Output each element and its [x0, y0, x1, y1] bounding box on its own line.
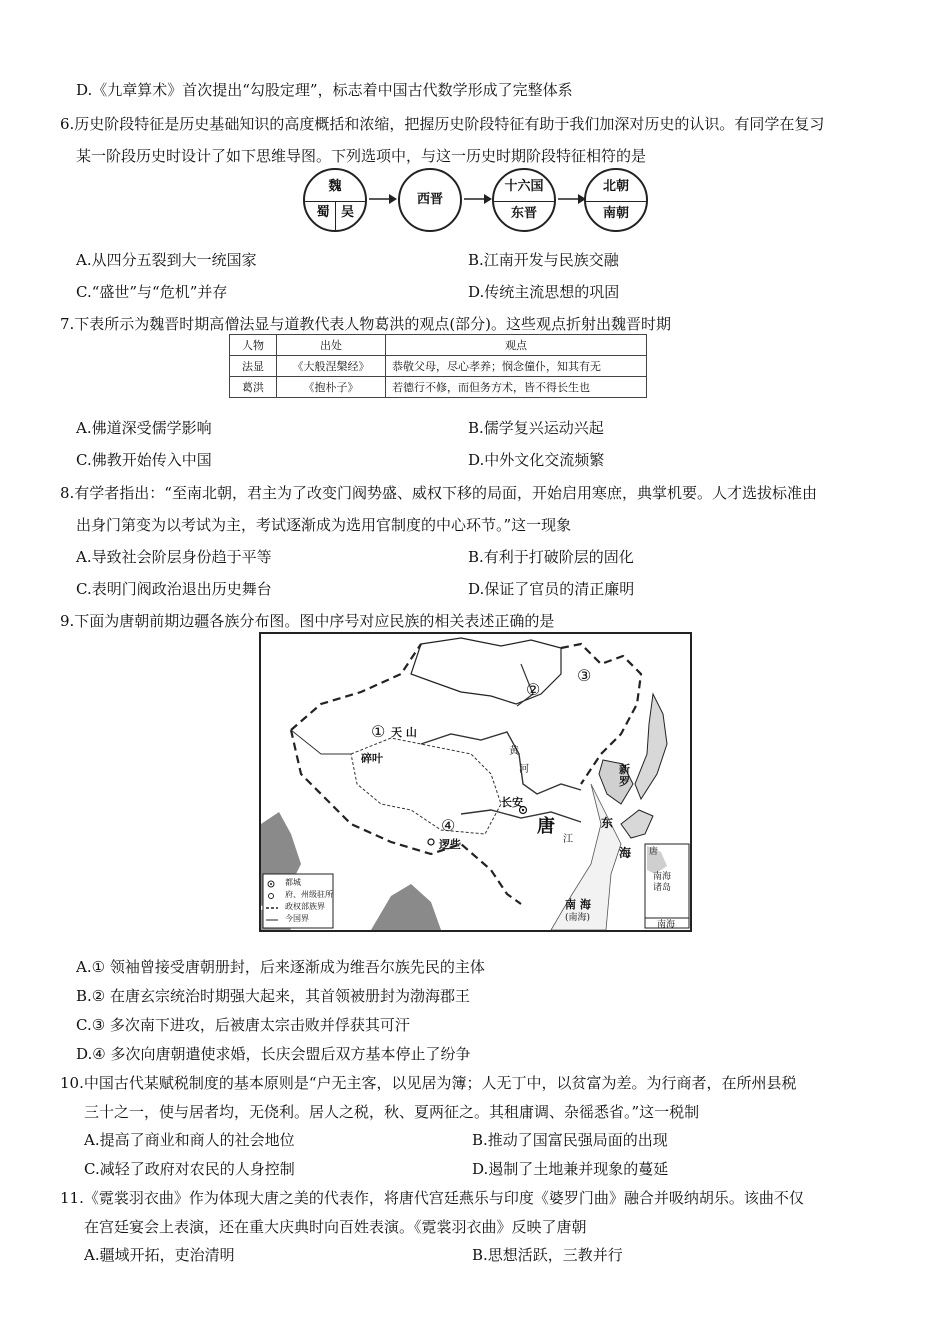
- table-row: [230, 356, 647, 377]
- q7-option-d: D.中外文化交流频繁: [468, 451, 605, 469]
- table-header: 观点: [386, 335, 647, 356]
- table-cell: 葛洪: [230, 377, 277, 398]
- node-dongjin-label: 东晋: [510, 206, 537, 221]
- q10-stem-line1: 10.中国古代某赋税制度的基本原则是“户无主客，以见居为簿；人无丁中，以贫富为差。为行商者，在所州县税: [60, 1074, 797, 1092]
- q6-option-c: C.“盛世”与“危机”并存: [76, 283, 228, 301]
- mindmap-node-16guo: [492, 168, 556, 232]
- q10-option-b: B.推动了国富民强局面的出现: [472, 1131, 668, 1149]
- map-label-he: 河: [519, 764, 529, 775]
- mindmap-arrow-1: [369, 192, 397, 206]
- node-wei-label: 魏: [305, 170, 365, 202]
- mindmap-arrow-3: [558, 192, 586, 206]
- node-xijin-label: 西晋: [416, 192, 443, 207]
- table-cell: 恭敬父母，尽心孝养；悯念僮仆，知其有无: [386, 356, 647, 377]
- mindmap-node-xijin: [398, 168, 462, 232]
- q8-option-c: C.表明门阀政治退出历史舞台: [76, 580, 272, 598]
- q10-option-a: A.提高了商业和商人的社会地位: [84, 1131, 295, 1149]
- q10-option-d: D.遏制了土地兼并现象的蔓延: [472, 1160, 669, 1178]
- legend-prefecture: 府、州级驻所: [285, 890, 333, 899]
- node-beichao-label: 北朝: [586, 170, 646, 202]
- q7-stem: 7.下表所示为魏晋时期高僧法显与道教代表人物葛洪的观点(部分)。这些观点折射出魏晋时期: [60, 315, 672, 333]
- table-cell: 法显: [230, 356, 277, 377]
- q9-option-d: D.④ 多次向唐朝遣使求婚，长庆会盟后双方基本停止了纷争: [76, 1045, 471, 1063]
- inset-label-tang: 唐: [649, 847, 659, 857]
- map-label-dong: 东: [601, 816, 614, 830]
- mindmap-arrow-2: [464, 192, 492, 206]
- inset-label-nanhai: 南海: [657, 920, 676, 930]
- q8-stem-line2: 出身门第变为以考试为主，考试逐渐成为选用官制度的中心环节。”这一现象: [76, 516, 572, 534]
- q9-option-c: C.③ 多次南下进攻，后被唐太宗击败并俘获其可汗: [76, 1016, 410, 1034]
- q7-option-b: B.儒学复兴运动兴起: [468, 419, 604, 437]
- legend-modern-border: 今国界: [285, 914, 309, 923]
- q9-option-a: A.① 领袖曾接受唐朝册封，后来逐渐成为维吾尔族先民的主体: [76, 958, 485, 976]
- map-label-suiye: 碎叶: [361, 752, 383, 765]
- map-marker-1: ①: [371, 722, 386, 741]
- inset-label-islands: 南海诸岛: [653, 872, 672, 893]
- map-label-nanhai-sub: (南海): [565, 913, 591, 923]
- q9-tang-border-map: [259, 632, 692, 932]
- map-marker-4: ④: [441, 816, 456, 835]
- table-header: 出处: [277, 335, 386, 356]
- map-marker-2: ②: [526, 680, 541, 699]
- q8-stem-line1: 8.有学者指出：“至南北朝，君主为了改变门阀势盛、威权下移的局面，开始启用寒庶，典掌机要。人才选拔标准由: [60, 484, 817, 502]
- legend-capital: 都城: [285, 878, 301, 887]
- q11-stem-line1: 11.《霓裳羽衣曲》作为体现大唐之美的代表作，将唐代宫廷燕乐与印度《婆罗门曲》融合并吸纳胡乐。该曲不仅: [60, 1189, 804, 1207]
- legend-regime-border: 政权部族界: [285, 902, 325, 911]
- q5-option-d: D.《九章算术》首次提出“勾股定理”，标志着中国古代数学形成了完整体系: [76, 81, 573, 99]
- q6-option-b: B.江南开发与民族交融: [468, 251, 619, 269]
- q10-option-c: C.减轻了政府对农民的人身控制: [84, 1160, 295, 1178]
- q11-option-b: B.思想活跃，三教并行: [472, 1246, 623, 1264]
- map-label-nanhai: 南 海: [565, 898, 591, 911]
- q7-table: [229, 334, 647, 398]
- table-cell: 《抱朴子》: [277, 377, 386, 398]
- q8-option-d: D.保证了官员的清正廉明: [468, 580, 635, 598]
- q6-stem-line1: 6.历史阶段特征是历史基础知识的高度概括和浓缩，把握历史阶段特征有助于我们加深对历史的认识。有同学在复习: [60, 115, 825, 133]
- map-label-tianshan: 天 山: [391, 726, 417, 739]
- q6-option-a: A.从四分五裂到大一统国家: [76, 251, 257, 269]
- node-shu-label: 蜀: [305, 201, 336, 230]
- mindmap-node-wei: [303, 168, 367, 232]
- table-header: 人物: [230, 335, 277, 356]
- q7-option-c: C.佛教开始传入中国: [76, 451, 212, 469]
- table-row: [230, 377, 647, 398]
- map-label-hai: 海: [619, 846, 632, 860]
- map-label-changan: 长安: [501, 796, 523, 809]
- map-label-luoxie: 逻些: [439, 838, 461, 851]
- map-label-jiang: 江: [563, 834, 573, 845]
- q11-stem-line2: 在宫廷宴会上表演，还在重大庆典时向百姓表演。《霓裳羽衣曲》反映了唐朝: [84, 1218, 587, 1236]
- map-label-xinluo: 新罗: [619, 763, 630, 788]
- map-label-huang: 黄: [509, 746, 519, 757]
- q6-stem-line2: 某一阶段历史时设计了如下思维导图。下列选项中，与这一历史时期阶段特征相符的是: [76, 147, 647, 165]
- q7-option-a: A.佛道深受儒学影响: [76, 419, 212, 437]
- q6-option-d: D.传统主流思想的巩固: [468, 283, 620, 301]
- table-header-row: [230, 335, 647, 356]
- q8-option-b: B.有利于打破阶层的固化: [468, 548, 634, 566]
- q10-stem-line2: 三十之一，使与居者均，无侥利。居人之税，秋、夏两征之。其租庸调、杂徭悉省。”这一税制: [84, 1103, 700, 1121]
- table-cell: 若德行不修，而但务方术，皆不得长生也: [386, 377, 647, 398]
- node-nanchao-label: 南朝: [602, 206, 629, 221]
- q9-option-b: B.② 在唐玄宗统治时期强大起来，其首领被册封为渤海郡王: [76, 987, 471, 1005]
- map-label-tang: 唐: [537, 816, 555, 837]
- node-16guo-label: 十六国: [494, 170, 554, 202]
- q11-option-a: A.疆域开拓，吏治清明: [84, 1246, 235, 1264]
- map-marker-3: ③: [577, 666, 592, 685]
- node-wu-label: 吴: [340, 205, 354, 220]
- q8-option-a: A.导致社会阶层身份趋于平等: [76, 548, 272, 566]
- mindmap-node-nanbeichao: [584, 168, 648, 232]
- q9-stem: 9.下面为唐朝前期边疆各族分布图。图中序号对应民族的相关表述正确的是: [60, 612, 555, 630]
- table-cell: 《大般涅槃经》: [277, 356, 386, 377]
